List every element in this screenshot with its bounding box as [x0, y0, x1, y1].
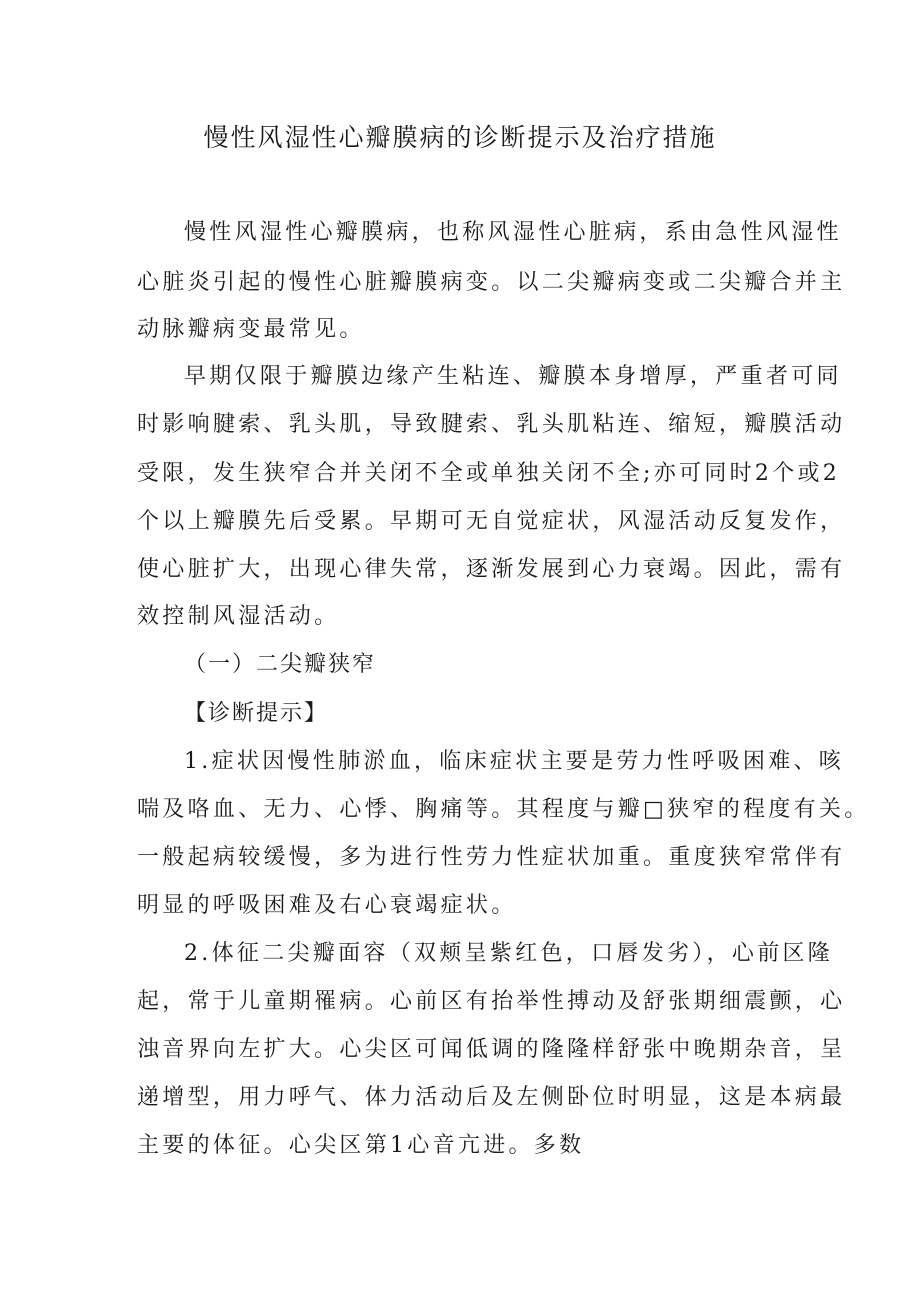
paragraph-2-line-1: 早期仅限于瓣膜边缘产生粘连、瓣膜本身增厚，严重者可同 — [184, 364, 842, 389]
item-2-line-1: 2.体征二尖瓣面容（双颊呈紫红色，口唇发劣），心前区隆 — [184, 941, 834, 966]
paragraph-2-line-4: 个以上瓣膜先后受累。早期可无自觉症状，风湿活动反复发作， — [137, 509, 846, 534]
paragraph-2-line-2: 时影响腱索、乳头肌，导致腱索、乳头肌粘连、缩短，瓣膜活动 — [137, 412, 846, 437]
section-heading: （一）二尖瓣狭窄 — [184, 652, 377, 677]
paragraph-2-line-6: 效控制风湿活动。 — [137, 604, 340, 629]
item-2-line-2: 起，常于儿童期罹病。心前区有抬举性搏动及舒张期细震颤，心 — [137, 989, 846, 1014]
paragraph-2-line-5: 使心脏扩大，出现心律失常，逐渐发展到心力衰竭。因此，需有 — [137, 557, 846, 582]
paragraph-1-line-3: 动脉瓣病变最常见。 — [137, 317, 365, 342]
item-2-line-5: 主要的体征。心尖区第1心音亢进。多数 — [137, 1133, 585, 1158]
item-1-line-2: 喘及咯血、无力、心悸、胸痛等。其程度与瓣□狭窄的程度有关。 — [137, 797, 870, 822]
item-1-line-3: 一般起病较缓慢，多为进行性劳力性症状加重。重度狭窄常伴有 — [137, 845, 846, 870]
item-2-line-4: 递增型，用力呼气、体力活动后及左侧卧位时明显，这是本病最 — [137, 1085, 846, 1110]
paragraph-1-line-1: 慢性风湿性心瓣膜病，也称风湿性心脏病，系由急性风湿性 — [184, 220, 842, 245]
item-1-line-4: 明显的呼吸困难及右心衰竭症状。 — [137, 893, 517, 918]
item-1-line-1: 1.症状因慢性肺淤血，临床症状主要是劳力性呼吸困难、咳 — [184, 749, 845, 774]
subsection-heading: 【诊断提示】 — [184, 701, 329, 726]
paragraph-2-line-3: 受限，发生狭窄合并关闭不全或单独关闭不全;亦可同时2个或2 — [137, 461, 841, 486]
document-title: 慢性风湿性心瓣膜病的诊断提示及治疗措施 — [203, 123, 717, 152]
item-2-line-3: 浊音界向左扩大。心尖区可闻低调的隆隆样舒张中晚期杂音，呈 — [137, 1037, 846, 1062]
paragraph-1-line-2: 心脏炎引起的慢性心脏瓣膜病变。以二尖瓣病变或二尖瓣合并主 — [137, 270, 846, 295]
